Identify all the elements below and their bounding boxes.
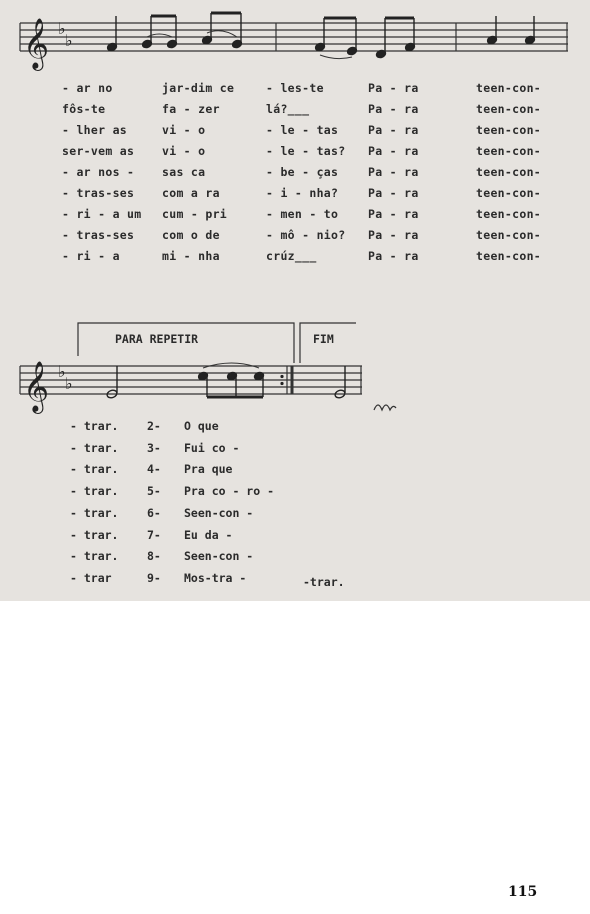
flat-sign-icon: ♭ — [65, 31, 73, 50]
verse-line — [0, 506, 590, 526]
verse-text: - trar. — [70, 549, 119, 564]
verse-line — [0, 484, 590, 504]
lyric-syllable-group: mi - nha — [162, 249, 220, 263]
lyric-syllable-group: vi - o — [162, 144, 206, 158]
lyric-line — [0, 102, 590, 122]
lyric-syllable-group: - tras-ses — [62, 186, 135, 200]
handwritten-mark-icon — [374, 405, 396, 410]
lyric-line — [0, 186, 590, 206]
lyric-syllable-group: crúz___ — [266, 249, 317, 263]
lyric-syllable-group: com o de — [162, 228, 220, 242]
verse-number: 8- — [147, 549, 161, 564]
verse-line — [0, 549, 590, 569]
lyric-syllable-group: - mô - nio? — [266, 228, 346, 242]
verse-text: - trar. — [70, 462, 119, 477]
page-number: 115 — [508, 884, 538, 900]
lyric-syllable-group: teen-con- — [476, 186, 542, 200]
lyric-syllable-group: Pa - ra — [368, 186, 419, 200]
lyric-syllable-group: teen-con- — [476, 102, 542, 116]
lyric-syllable-group: Pa - ra — [368, 102, 419, 116]
lyric-syllable-group: teen-con- — [476, 144, 542, 158]
end-label: FIM — [313, 332, 334, 346]
lyric-line — [0, 207, 590, 227]
verse-number: 9- — [147, 570, 161, 585]
verse-text: Pra que — [184, 462, 233, 477]
verse-line — [0, 571, 590, 591]
lyric-syllable-group: - tras-ses — [62, 228, 135, 242]
final-word: -trar. — [303, 575, 345, 589]
lyric-syllable-group: - le - tas — [266, 123, 339, 137]
verse-text: - trar — [70, 570, 112, 585]
lyric-syllable-group: teen-con- — [476, 249, 542, 263]
lyric-syllable-group: sas ca — [162, 165, 206, 179]
repeat-label: PARA REPETIR — [115, 332, 199, 346]
lyric-line — [0, 228, 590, 248]
top-staff — [0, 0, 590, 80]
lyric-syllable-group: Pa - ra — [368, 123, 419, 137]
lyric-syllable-group: teen-con- — [476, 81, 542, 95]
lyric-syllable-group: teen-con- — [476, 165, 542, 179]
lyric-syllable-group: fôs-te — [62, 102, 106, 116]
verse-number: 7- — [147, 527, 161, 542]
verse-text: Fui co - — [184, 440, 240, 455]
verse-number: 4- — [147, 462, 161, 477]
lyric-line — [0, 81, 590, 101]
verse-line — [0, 462, 590, 482]
verse-number: 3- — [147, 440, 161, 455]
verse-line — [0, 441, 590, 461]
verse-text: Seen-con - — [184, 505, 254, 520]
lyric-syllable-group: - les-te — [266, 81, 324, 95]
lyric-syllable-group: Pa - ra — [368, 228, 419, 242]
bottom-staff — [0, 318, 590, 418]
verse-text: Seen-con - — [184, 549, 254, 564]
lyric-syllable-group: - le - tas? — [266, 144, 346, 158]
lyric-syllable-group: - ri - a um — [62, 207, 142, 221]
lyric-syllable-group: - lher as — [62, 123, 128, 137]
lyric-syllable-group: Pa - ra — [368, 144, 419, 158]
lyric-syllable-group: - be - ças — [266, 165, 339, 179]
lyric-line — [0, 144, 590, 164]
verse-text: - trar. — [70, 505, 119, 520]
verse-text: Mos-tra - — [184, 570, 247, 585]
lyric-syllable-group: Pa - ra — [368, 81, 419, 95]
flat-sign-icon: ♭ — [58, 19, 66, 38]
repeat-dot — [280, 375, 283, 378]
repeat-dot — [280, 382, 283, 385]
verse-text: - trar. — [70, 440, 119, 455]
lyric-line — [0, 249, 590, 269]
verse-line — [0, 419, 590, 439]
lyric-syllable-group: - ar nos - — [62, 165, 135, 179]
lyric-syllable-group: Pa - ra — [368, 165, 419, 179]
lyric-line — [0, 165, 590, 185]
lyric-syllable-group: cum - pri — [162, 207, 228, 221]
lyric-syllable-group: fa - zer — [162, 102, 220, 116]
lyric-syllable-group: teen-con- — [476, 228, 542, 242]
verse-text: - trar. — [70, 527, 119, 542]
lyric-syllable-group: teen-con- — [476, 207, 542, 221]
lyric-syllable-group: - i - nha? — [266, 186, 339, 200]
lyric-syllable-group: vi - o — [162, 123, 206, 137]
lyric-syllable-group: - ar no — [62, 81, 113, 95]
lyric-line — [0, 123, 590, 143]
treble-clef-icon: 𝄞 — [23, 18, 50, 69]
verse-text: Pra co - ro - — [184, 484, 275, 499]
treble-clef-icon: 𝄞 — [23, 361, 50, 412]
verse-text: - trar. — [70, 419, 119, 433]
verse-text: Eu da - — [184, 527, 233, 542]
verse-text: O que — [184, 419, 219, 433]
verse-number: 6- — [147, 505, 161, 520]
verse-text: - trar. — [70, 484, 119, 499]
lyric-syllable-group: - ri - a — [62, 249, 120, 263]
lyric-syllable-group: teen-con- — [476, 123, 542, 137]
lyric-syllable-group: com a ra — [162, 186, 220, 200]
lyric-syllable-group: Pa - ra — [368, 249, 419, 263]
flat-sign-icon: ♭ — [65, 374, 73, 393]
lyric-syllable-group: jar-dim ce — [162, 81, 235, 95]
lyric-syllable-group: ser-vem as — [62, 144, 135, 158]
flat-sign-icon: ♭ — [58, 362, 66, 381]
lyric-syllable-group: Pa - ra — [368, 207, 419, 221]
lyric-syllable-group: - men - to — [266, 207, 339, 221]
verse-line — [0, 528, 590, 548]
verse-number: 2- — [147, 419, 161, 433]
verse-number: 5- — [147, 484, 161, 499]
lyric-syllable-group: lá?___ — [266, 102, 310, 116]
